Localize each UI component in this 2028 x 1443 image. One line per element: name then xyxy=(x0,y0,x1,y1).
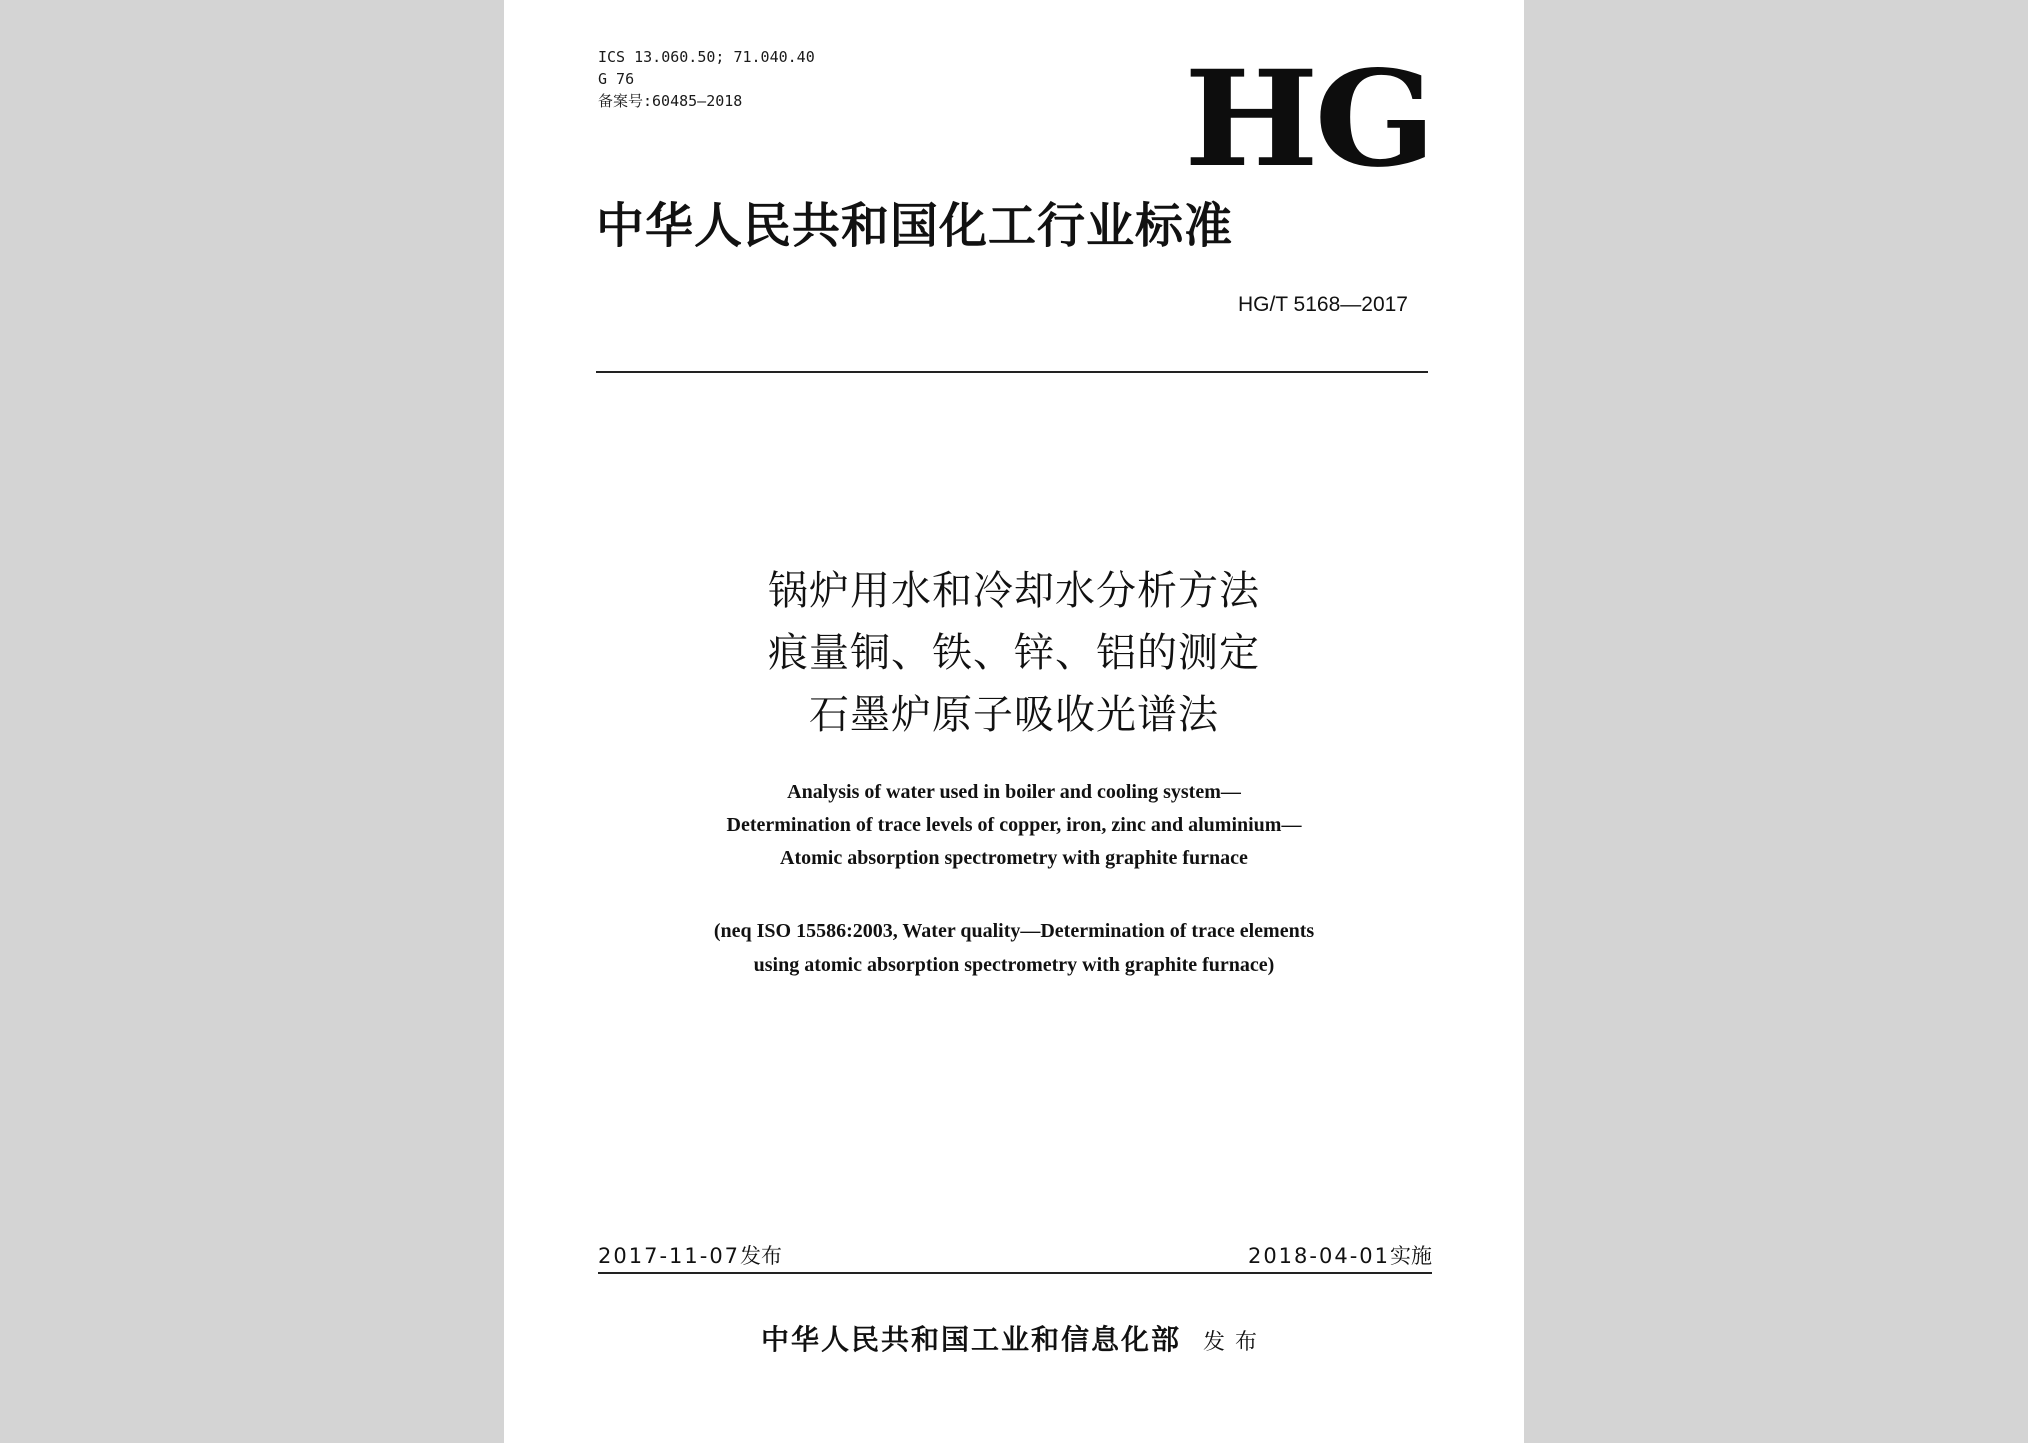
record-number: 60485—2018 xyxy=(652,92,743,110)
implement-date-group xyxy=(1248,1240,1432,1270)
english-title xyxy=(504,776,1524,875)
issue-label: 发布 xyxy=(740,1244,783,1268)
publisher-action: 发布 xyxy=(1203,1330,1268,1355)
issue-date-group xyxy=(598,1240,782,1270)
publisher-line xyxy=(504,1318,1524,1358)
standard-code: HG/T 5168—2017 xyxy=(1237,293,1408,316)
english-title-line-3: Atomic absorption spectrometry with graphite furnace xyxy=(780,847,1248,869)
english-title-line-2: Determination of trace levels of copper, iron, zinc and aluminium— xyxy=(726,814,1302,836)
chinese-title-line-2: 痕量铜、铁、锌、铝的测定 xyxy=(768,630,1260,676)
record-label: 备案号: xyxy=(598,92,653,110)
standard-category-title: 中华人民共和国化工行业标准 xyxy=(596,198,1234,254)
classification-block xyxy=(598,46,815,112)
issue-date: 2017-11-07 xyxy=(598,1244,741,1268)
ccs-code: G 76 xyxy=(598,70,635,88)
hg-logo: HG xyxy=(1184,42,1432,197)
implement-label: 实施 xyxy=(1390,1244,1432,1268)
publisher-name: 中华人民共和国工业和信息化部 xyxy=(760,1323,1181,1356)
implement-date: 2018-04-01 xyxy=(1247,1244,1390,1268)
record-number-line xyxy=(598,90,815,112)
chinese-title-line-1: 锅炉用水和冷却水分析方法 xyxy=(768,568,1260,614)
english-title-line-1: Analysis of water used in boiler and cooling system— xyxy=(787,781,1241,803)
standard-cover-page xyxy=(504,0,1524,1443)
equivalence-line-2: using atomic absorption spectrometry with graphite furnace) xyxy=(753,954,1275,976)
chinese-title-line-3: 石墨炉原子吸收光谱法 xyxy=(809,692,1219,738)
header-divider xyxy=(596,371,1428,373)
equivalence-line-1: (neq ISO 15586:2003, Water quality—Determination of trace elements xyxy=(713,920,1315,942)
date-row xyxy=(598,1240,1432,1270)
chinese-title xyxy=(504,560,1524,746)
equivalence-note xyxy=(504,914,1524,982)
footer-divider xyxy=(598,1272,1432,1274)
ics-code: ICS 13.060.50; 71.040.40 xyxy=(598,48,815,66)
